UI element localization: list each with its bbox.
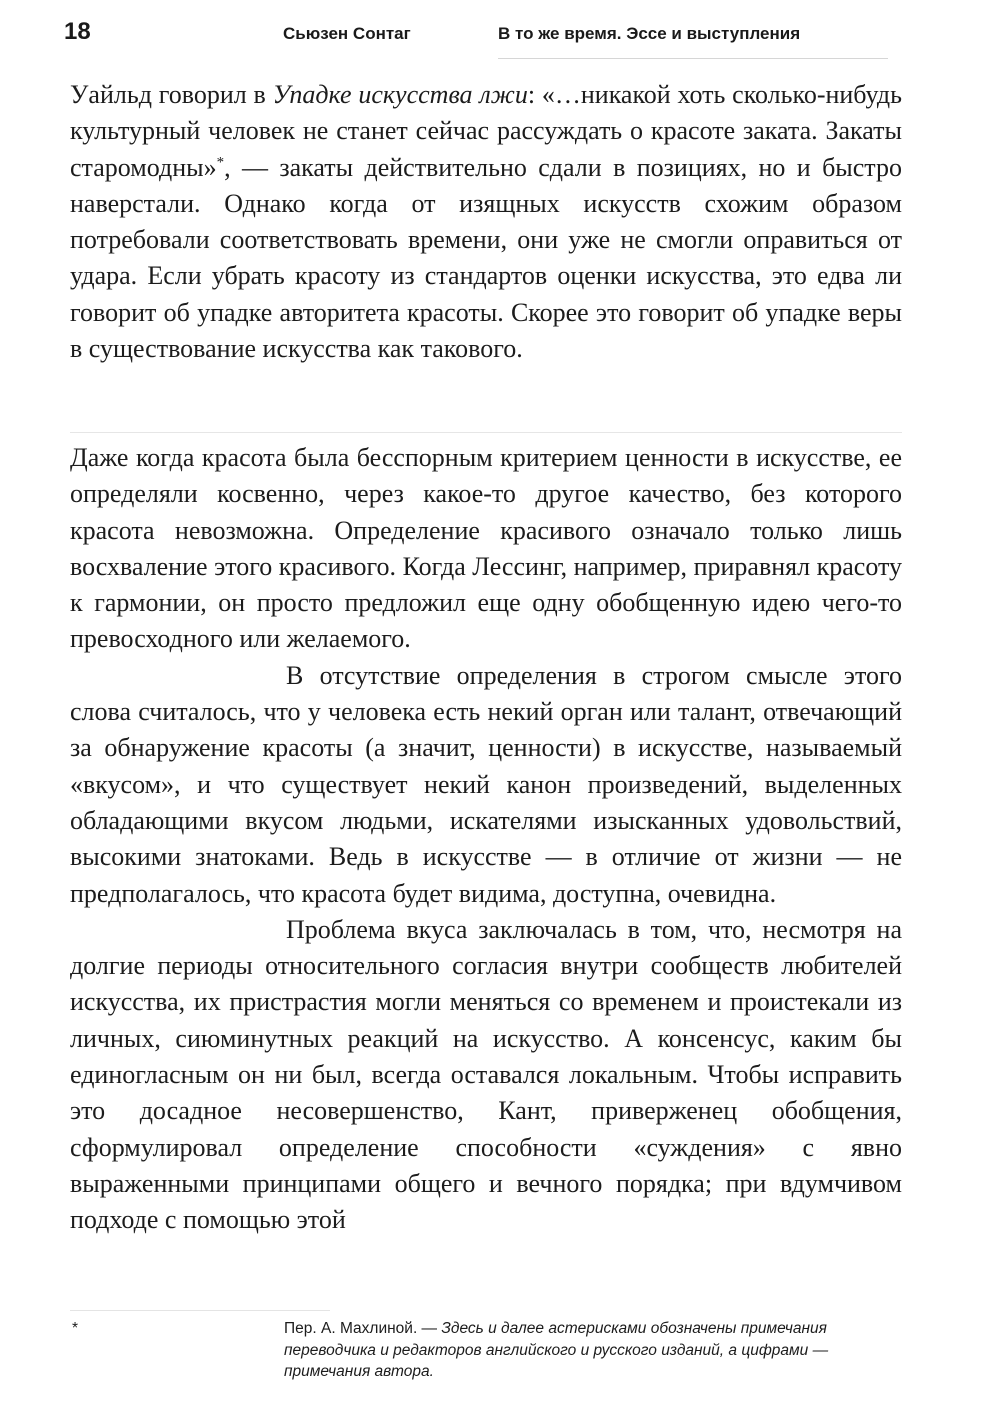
- footnote: [72, 1318, 862, 1383]
- footnote-note: Здесь и далее астерисками обозначены примечания переводчика и редакторов английского и русского изданий, а цифрами — примечания автора.: [284, 1320, 829, 1380]
- running-header-book-title: В то же время. Эссе и выступления: [498, 24, 801, 43]
- section-divider: [70, 432, 902, 433]
- paragraph-1-part-b: : «…никакой хоть сколько-нибудь культурный человек не станет сейчас рассуждать о красоте заката. Закаты старомодны»: [70, 80, 902, 182]
- work-title-italic: Упадке искусства лжи: [272, 80, 528, 109]
- paragraph-4: Проблема вкуса заключалась в том, что, несмотря на долгие периоды относительного согласия внутри сообществ любителей искусства, их пристрастия могли меняться со временем и проистекали из личных, сиюминутных реакций на искусство. А консенсус, каким бы единогласным он ни был, всегда оставался локальным. Чтобы исправить это досадное несовершенство, Кант, приверженец обобщения, сформулировал определение способности «суждения» с явно выраженными принципами общего и вечного порядка; при вдумчивом подходе с помощью этой: [70, 914, 902, 1235]
- text-block-1: [70, 77, 902, 367]
- paragraph-1-part-a: Уайльд говорил в: [70, 80, 273, 109]
- paragraph-3: В отсутствие определения в строгом смысле этого слова считалось, что у человека есть некий орган или талант, отвечающий за обнаружение красоты (а значит, ценности) в искусстве, называемый «вкусом», и что существует некий канон произведений, выделенных обладающими вкусом людьми, искателями изысканных удовольствий, высокими знатоками. Ведь в искусстве — в отличие от жизни — не предполагалось, что красота будет видима, доступна, очевидна.: [70, 660, 902, 908]
- footnote-text: [72, 1318, 862, 1383]
- running-header-author: Сьюзен Сонтаг: [283, 24, 411, 43]
- paragraph-2: Даже когда красота была бесспорным критерием ценности в искусстве, ее определяли косвенно, через какое-то другое качество, без которого красота невозможна. Определение красивого означало только лишь восхваление этого красивого. Когда Лессинг, например, приравнял красоту к гармонии, он просто предложил еще одну обобщенную идею чего-то превосходного или желаемого.: [70, 443, 902, 654]
- running-header: [0, 14, 1000, 54]
- footnote-reference: *: [216, 153, 225, 170]
- footnote-rule: [70, 1310, 330, 1311]
- page-number: 18: [64, 18, 91, 45]
- header-rule: [498, 58, 888, 59]
- footnote-marker: *: [72, 1320, 79, 1337]
- footnote-translator: Пер. А. Махлиной. —: [284, 1320, 442, 1337]
- text-block-2: [70, 440, 902, 1239]
- paragraph-1: [70, 77, 902, 367]
- paragraph-1-part-c: , — закаты действительно сдали в позициях, но и быстро наверстали. Однако когда от изящных искусств схожим образом потребовали соответствовать времени, они уже не смогли оправиться от удара. Если убрать красоту из стандартов оценки искусства, это едва ли говорит об упадке авторитета красоты. Скорее это говорит об упадке веры в существование искусства как такового.: [70, 152, 902, 364]
